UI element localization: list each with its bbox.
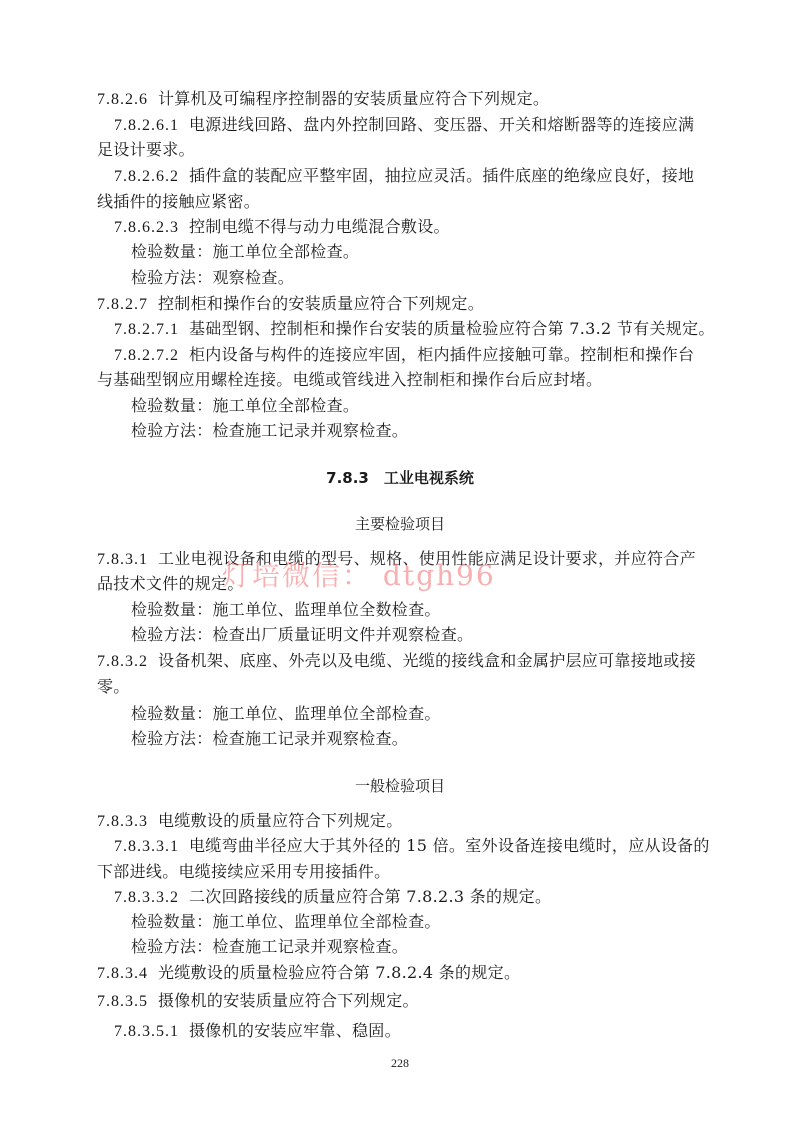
- clause-7-8-2-6-2-cont: 线插件的接触应紧密。: [97, 192, 261, 211]
- clause-7-8-3-1-cont: 品技术文件的规定。: [97, 574, 244, 593]
- clause-7-8-3-1: 7.8.3.1 工业电视设备和电缆的型号、规格、使用性能应满足设计要求，并应符合产: [97, 549, 696, 568]
- inspection-method: 检验方法：检查施工记录并观察检查。: [131, 421, 409, 440]
- clause-7-8-3-3-1: 7.8.3.3.1 电缆弯曲半径应大于其外径的 15 倍。室外设备连接电缆时，应从设备的: [114, 836, 710, 855]
- clause-7-8-2-7: 7.8.2.7 控制柜和操作台的安装质量应符合下列规定。: [97, 294, 485, 313]
- clause-7-8-3-4: 7.8.3.4 光缆敷设的质量检验应符合第 7.8.2.4 条的规定。: [97, 963, 521, 982]
- inspection-quantity: 检验数量：施工单位全部检查。: [131, 242, 360, 261]
- inspection-quantity: 检验数量：施工单位、监理单位全部检查。: [131, 912, 441, 931]
- clause-7-8-2-6-1-cont: 足设计要求。: [97, 140, 195, 159]
- clause-7-8-3-3: 7.8.3.3 电缆敷设的质量应符合下列规定。: [97, 811, 403, 830]
- clause-7-8-2-6: 7.8.2.6 计算机及可编程序控制器的安装质量应符合下列规定。: [97, 89, 550, 108]
- clause-7-8-3-3-1-cont: 下部进线。电缆接续应采用专用接插件。: [97, 862, 391, 881]
- inspection-method: 检验方法：检查施工记录并观察检查。: [131, 729, 409, 748]
- general-inspection-items-heading: 一般检验项目: [354, 777, 445, 795]
- clause-7-8-2-7-1: 7.8.2.7.1 基础型钢、控制柜和操作台安装的质量检验应符合第 7.3.2 节有关规定。: [114, 319, 715, 338]
- inspection-method: 检验方法：检查出厂质量证明文件并观察检查。: [131, 625, 474, 644]
- clause-7-8-2-7-2-cont: 与基础型钢应用螺栓连接。电缆或管线进入控制柜和操作台后应封堵。: [97, 370, 603, 389]
- watermark: 灯培微信： dtgh96: [222, 559, 496, 592]
- section-title-7-8-3: 7.8.3 工业电视系统: [326, 469, 474, 487]
- clause-7-8-3-2-cont: 零。: [97, 677, 130, 696]
- inspection-quantity: 检验数量：施工单位全部检查。: [131, 396, 360, 415]
- clause-7-8-2-6-2: 7.8.2.6.2 插件盒的装配应平整牢固，抽拉应灵活。插件底座的绝缘应良好，接地: [114, 166, 695, 185]
- clause-7-8-2-7-2: 7.8.2.7.2 柜内设备与构件的连接应牢固，柜内插件应接触可靠。控制柜和操作台: [114, 345, 695, 364]
- page-number: 228: [391, 1056, 409, 1070]
- inspection-method: 检验方法：观察检查。: [131, 268, 295, 287]
- clause-7-8-3-2: 7.8.3.2 设备机架、底座、外壳以及电缆、光缆的接线盒和金属护层应可靠接地或接: [97, 651, 696, 670]
- clause-7-8-6-2-3: 7.8.6.2.3 控制电缆不得与动力电缆混合敷设。: [114, 217, 450, 236]
- clause-7-8-3-3-2: 7.8.3.3.2 二次回路接线的质量应符合第 7.8.2.3 条的规定。: [114, 887, 552, 906]
- inspection-quantity: 检验数量：施工单位、监理单位全部检查。: [131, 704, 441, 723]
- clause-7-8-2-6-1: 7.8.2.6.1 电源进线回路、盘内外控制回路、变压器、开关和熔断器等的连接应满: [114, 115, 695, 134]
- inspection-method: 检验方法：检查施工记录并观察检查。: [131, 937, 409, 956]
- main-inspection-items-heading: 主要检验项目: [354, 515, 445, 533]
- clause-7-8-3-5-1: 7.8.3.5.1 摄像机的安装应牢靠、稳固。: [114, 1021, 401, 1040]
- inspection-quantity: 检验数量：施工单位、监理单位全数检查。: [131, 600, 441, 619]
- clause-7-8-3-5: 7.8.3.5 摄像机的安装质量应符合下列规定。: [97, 991, 419, 1010]
